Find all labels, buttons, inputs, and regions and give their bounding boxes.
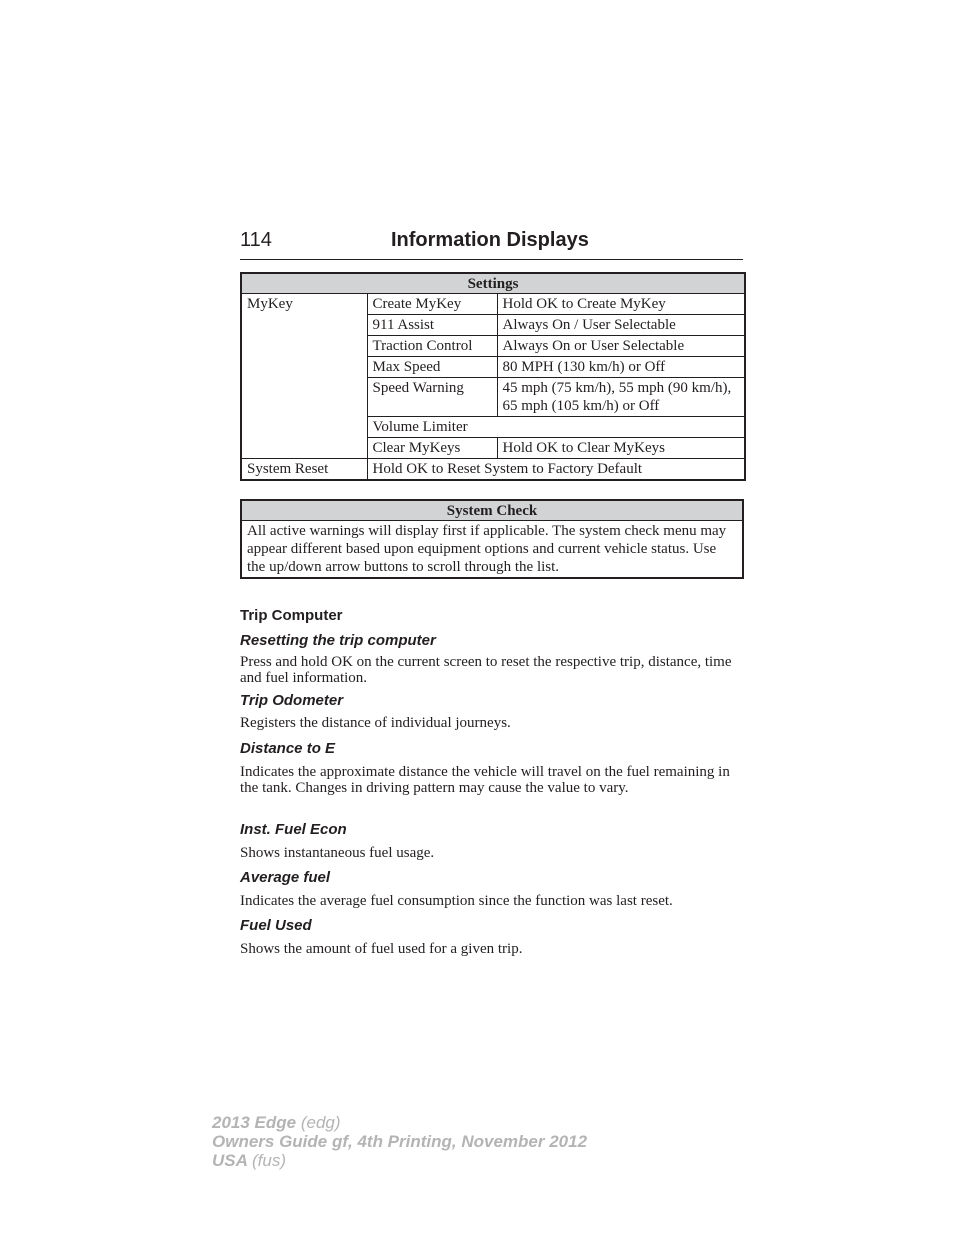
footer-line-region	[212, 1151, 587, 1170]
section-text: Press and hold OK on the current screen to reset the respective trip, distance, time and fuel information.	[240, 654, 732, 686]
settings-table-title: Settings	[241, 273, 745, 294]
footer-region: USA	[212, 1151, 248, 1170]
value-cell: 45 mph (75 km/h), 55 mph (90 km/h), 65 mph (105 km/h) or Off	[497, 378, 745, 417]
option-cell: Speed Warning	[367, 378, 497, 417]
table-row	[241, 521, 743, 579]
footer-model-code: (edg)	[300, 1113, 341, 1132]
section-text: Indicates the average fuel consumption since the function was last reset.	[240, 893, 673, 909]
footer-line-model	[212, 1113, 587, 1132]
system-check-title: System Check	[241, 500, 743, 521]
settings-table	[240, 272, 746, 481]
section-title: Resetting the trip computer	[240, 632, 436, 649]
value-cell: Always On / User Selectable	[497, 315, 745, 336]
section-text: Registers the distance of individual journeys.	[240, 715, 511, 731]
value-cell: Hold OK to Clear MyKeys	[497, 438, 745, 459]
page-title: Information Displays	[391, 229, 589, 251]
value-cell: Hold OK to Create MyKey	[497, 294, 745, 315]
footer-model: 2013 Edge	[212, 1113, 297, 1132]
mykey-label: MyKey	[241, 294, 367, 459]
section-title: Average fuel	[240, 869, 331, 886]
section-title: Inst. Fuel Econ	[240, 821, 347, 838]
system-check-table	[240, 499, 744, 579]
section-text: Indicates the approximate distance the vehicle will travel on the fuel remaining in the tank. Changes in driving pattern may cause the value to vary.	[240, 764, 730, 796]
footer-region-code: (fus)	[252, 1151, 286, 1170]
footer-guide: Owners Guide gf, 4th Printing, November 2012	[212, 1132, 588, 1151]
section-text: Shows the amount of fuel used for a given trip.	[240, 941, 523, 957]
trip-computer-heading: Trip Computer	[240, 607, 343, 624]
section-text: Shows instantaneous fuel usage.	[240, 845, 435, 861]
section-title: Trip Odometer	[240, 692, 344, 709]
page-header	[240, 229, 743, 260]
option-cell: Create MyKey	[367, 294, 497, 315]
settings-table-header-row	[241, 273, 745, 294]
table-row	[241, 459, 745, 481]
page-footer	[212, 1113, 587, 1170]
system-check-text: All active warnings will display first if applicable. The system check menu may appear different based upon equipment options and current vehicle status. Use the up/down arrow buttons to scroll through the list.	[241, 521, 743, 579]
system-reset-label: System Reset	[241, 459, 367, 481]
section-title: Distance to E	[240, 740, 336, 757]
table-row	[241, 294, 745, 315]
section-title: Fuel Used	[240, 917, 312, 934]
system-reset-value: Hold OK to Reset System to Factory Default	[367, 459, 745, 481]
option-cell: Max Speed	[367, 357, 497, 378]
option-cell: Clear MyKeys	[367, 438, 497, 459]
page-number: 114	[240, 229, 272, 251]
value-cell: Always On or User Selectable	[497, 336, 745, 357]
system-check-header-row	[241, 500, 743, 521]
option-cell: Traction Control	[367, 336, 497, 357]
value-cell: 80 MPH (130 km/h) or Off	[497, 357, 745, 378]
option-cell: 911 Assist	[367, 315, 497, 336]
option-cell: Volume Limiter	[367, 417, 745, 438]
